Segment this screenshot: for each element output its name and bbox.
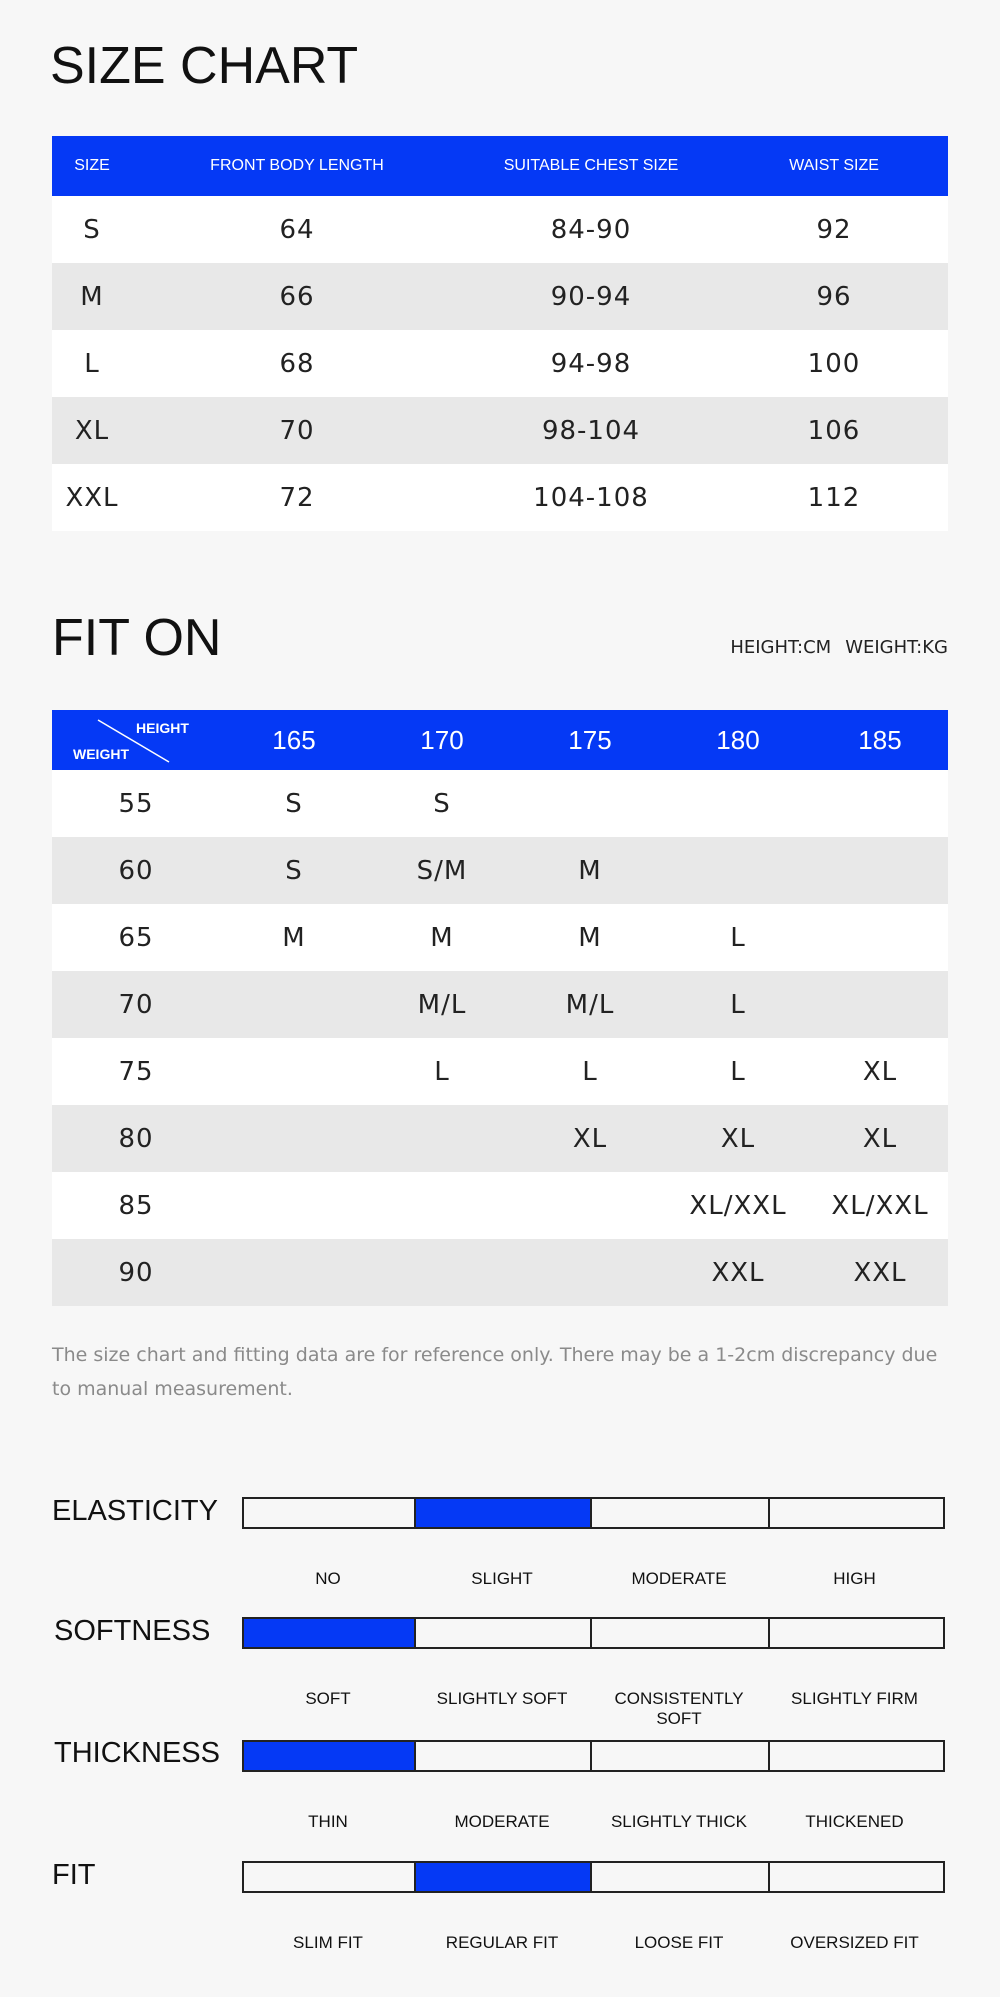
fit-size-cell: M [578,922,602,953]
scale-segment [770,1619,943,1647]
fit-size-cell: XL/XXL [689,1190,787,1221]
fit-size-cell: XL [572,1123,608,1154]
rating-option: SLIGHTLY SOFT [436,1689,568,1708]
weight-cell: 90 [118,1257,154,1288]
table-row [52,1038,948,1105]
disclaimer-text: The size chart and fitting data are for reference only. There may be a 1-2cm discrepancy due to manual measurement. [52,1344,938,1400]
rating-option: REGULAR FIT [445,1933,559,1952]
rating-option: NO [315,1569,341,1588]
fit-size-cell: S [433,788,451,819]
fit-size-cell: XL [862,1123,898,1154]
rating-option: THICKENED [805,1812,904,1831]
rating-option: MODERATE [454,1812,550,1831]
rating-option: SLIGHTLY THICK [610,1812,748,1831]
front-body-length-cell: 64 [279,214,315,245]
fit-size-cell: XXL [853,1257,907,1288]
fit-on-title: FIT ON [52,609,222,667]
size-chart-title: SIZE CHART [50,37,359,95]
chest-size-cell: 84-90 [550,214,632,245]
size-chart-table [52,136,948,531]
scale-segment [770,1863,943,1891]
height-170-header: 170 [420,724,464,755]
table-row [52,1239,948,1306]
table-row [52,1105,948,1172]
rating-option: THIN [308,1812,348,1831]
scale-segment [770,1742,943,1770]
rating-option: SLIGHT [471,1569,533,1588]
fit-size-cell: L [730,922,746,953]
chest-size-cell: 94-98 [550,348,632,379]
table-row [52,971,948,1038]
rating-options [242,1689,945,1729]
rating-options [242,1933,945,1953]
rating-scale-bar [242,1861,945,1893]
front-body-length-cell: 72 [279,482,315,513]
rating-option: CONSISTENTLY SOFT [614,1689,744,1728]
table-row [52,770,948,837]
waist-size-cell: 106 [807,415,861,446]
table-row [52,904,948,971]
rating-options [242,1812,945,1832]
weight-cell: 85 [118,1190,154,1221]
fit-size-cell: L [730,989,746,1020]
corner-height-label: HEIGHT [136,720,189,736]
fit-size-cell: M [578,855,602,886]
scale-segment [416,1742,592,1770]
size-cell: S [83,214,101,245]
fit-size-cell: S [285,788,303,819]
scale-segment [244,1863,416,1891]
header-front-body-length: FRONT BODY LENGTH [210,157,384,174]
height-unit-label: HEIGHT:CM [730,637,832,658]
fit-size-cell: XXL [711,1257,765,1288]
fit-size-cell: S/M [416,855,468,886]
fit-size-cell: XL/XXL [831,1190,929,1221]
size-table-header [52,136,948,196]
chest-size-cell: 90-94 [550,281,632,312]
table-row [52,464,948,531]
table-row [52,397,948,464]
waist-size-cell: 92 [816,214,852,245]
waist-size-cell: 96 [816,281,852,312]
chest-size-cell: 104-108 [533,482,649,513]
chest-size-cell: 98-104 [541,415,641,446]
size-cell: XL [74,415,110,446]
scale-segment [416,1499,592,1527]
scale-segment [770,1499,943,1527]
front-body-length-cell: 66 [279,281,315,312]
scale-segment [244,1619,416,1647]
fit-size-cell: M/L [565,989,615,1020]
weight-cell: 60 [118,855,154,886]
fit-size-cell: L [434,1056,450,1087]
scale-segment [416,1863,592,1891]
fit-on-table [52,710,948,1306]
scale-segment [244,1499,416,1527]
scale-segment [244,1742,416,1770]
fit-size-cell: XL [862,1056,898,1087]
rating-scale-bar [242,1740,945,1772]
table-row [52,837,948,904]
rating-scale-bar [242,1497,945,1529]
table-row [52,263,948,330]
weight-cell: 55 [118,788,154,819]
fit-size-cell: L [730,1056,746,1087]
fit-size-cell: S [285,855,303,886]
rating-option: LOOSE FIT [634,1933,724,1952]
waist-size-cell: 112 [807,482,861,513]
fit-size-cell: M [282,922,306,953]
size-cell: XXL [65,482,119,513]
height-weight-corner [52,710,220,770]
fit-size-cell: M/L [417,989,467,1020]
rating-option: SLIGHTLY FIRM [791,1689,918,1708]
height-180-header: 180 [716,724,760,755]
scale-segment [592,1619,770,1647]
rating-option: OVERSIZED FIT [790,1933,919,1952]
header-waist-size: WAIST SIZE [789,157,879,174]
waist-size-cell: 100 [807,348,861,379]
fit-table-header [52,710,948,770]
front-body-length-cell: 70 [279,415,315,446]
fit-size-cell: XL [720,1123,756,1154]
weight-cell: 75 [118,1056,154,1087]
header-suitable-chest-size: SUITABLE CHEST SIZE [503,157,679,174]
rating-options [242,1569,945,1589]
rating-scale-bar [242,1617,945,1649]
table-row [52,196,948,263]
fit-size-cell: L [582,1056,598,1087]
height-175-header: 175 [568,724,612,755]
weight-unit-label: WEIGHT:KG [845,637,948,658]
scale-segment [416,1619,592,1647]
table-row [52,1172,948,1239]
corner-weight-label: WEIGHT [73,746,129,762]
height-185-header: 185 [858,724,902,755]
weight-cell: 70 [118,989,154,1020]
rating-label: FIT [52,1859,96,1891]
scale-segment [592,1499,770,1527]
rating-option: SLIM FIT [293,1933,363,1952]
weight-cell: 80 [118,1123,154,1154]
front-body-length-cell: 68 [279,348,315,379]
rating-label: ELASTICITY [52,1495,218,1527]
size-cell: L [84,348,100,379]
scale-segment [592,1863,770,1891]
rating-label: THICKNESS [54,1737,220,1769]
rating-option: HIGH [833,1569,876,1588]
rating-option: MODERATE [631,1569,727,1588]
weight-cell: 65 [118,922,154,953]
header-size: SIZE [74,157,110,174]
fit-size-cell: M [430,922,454,953]
rating-label: SOFTNESS [54,1615,211,1647]
table-row [52,330,948,397]
scale-segment [592,1742,770,1770]
rating-option: SOFT [305,1689,351,1708]
unit-note [730,637,948,658]
size-cell: M [80,281,104,312]
height-165-header: 165 [272,724,316,755]
